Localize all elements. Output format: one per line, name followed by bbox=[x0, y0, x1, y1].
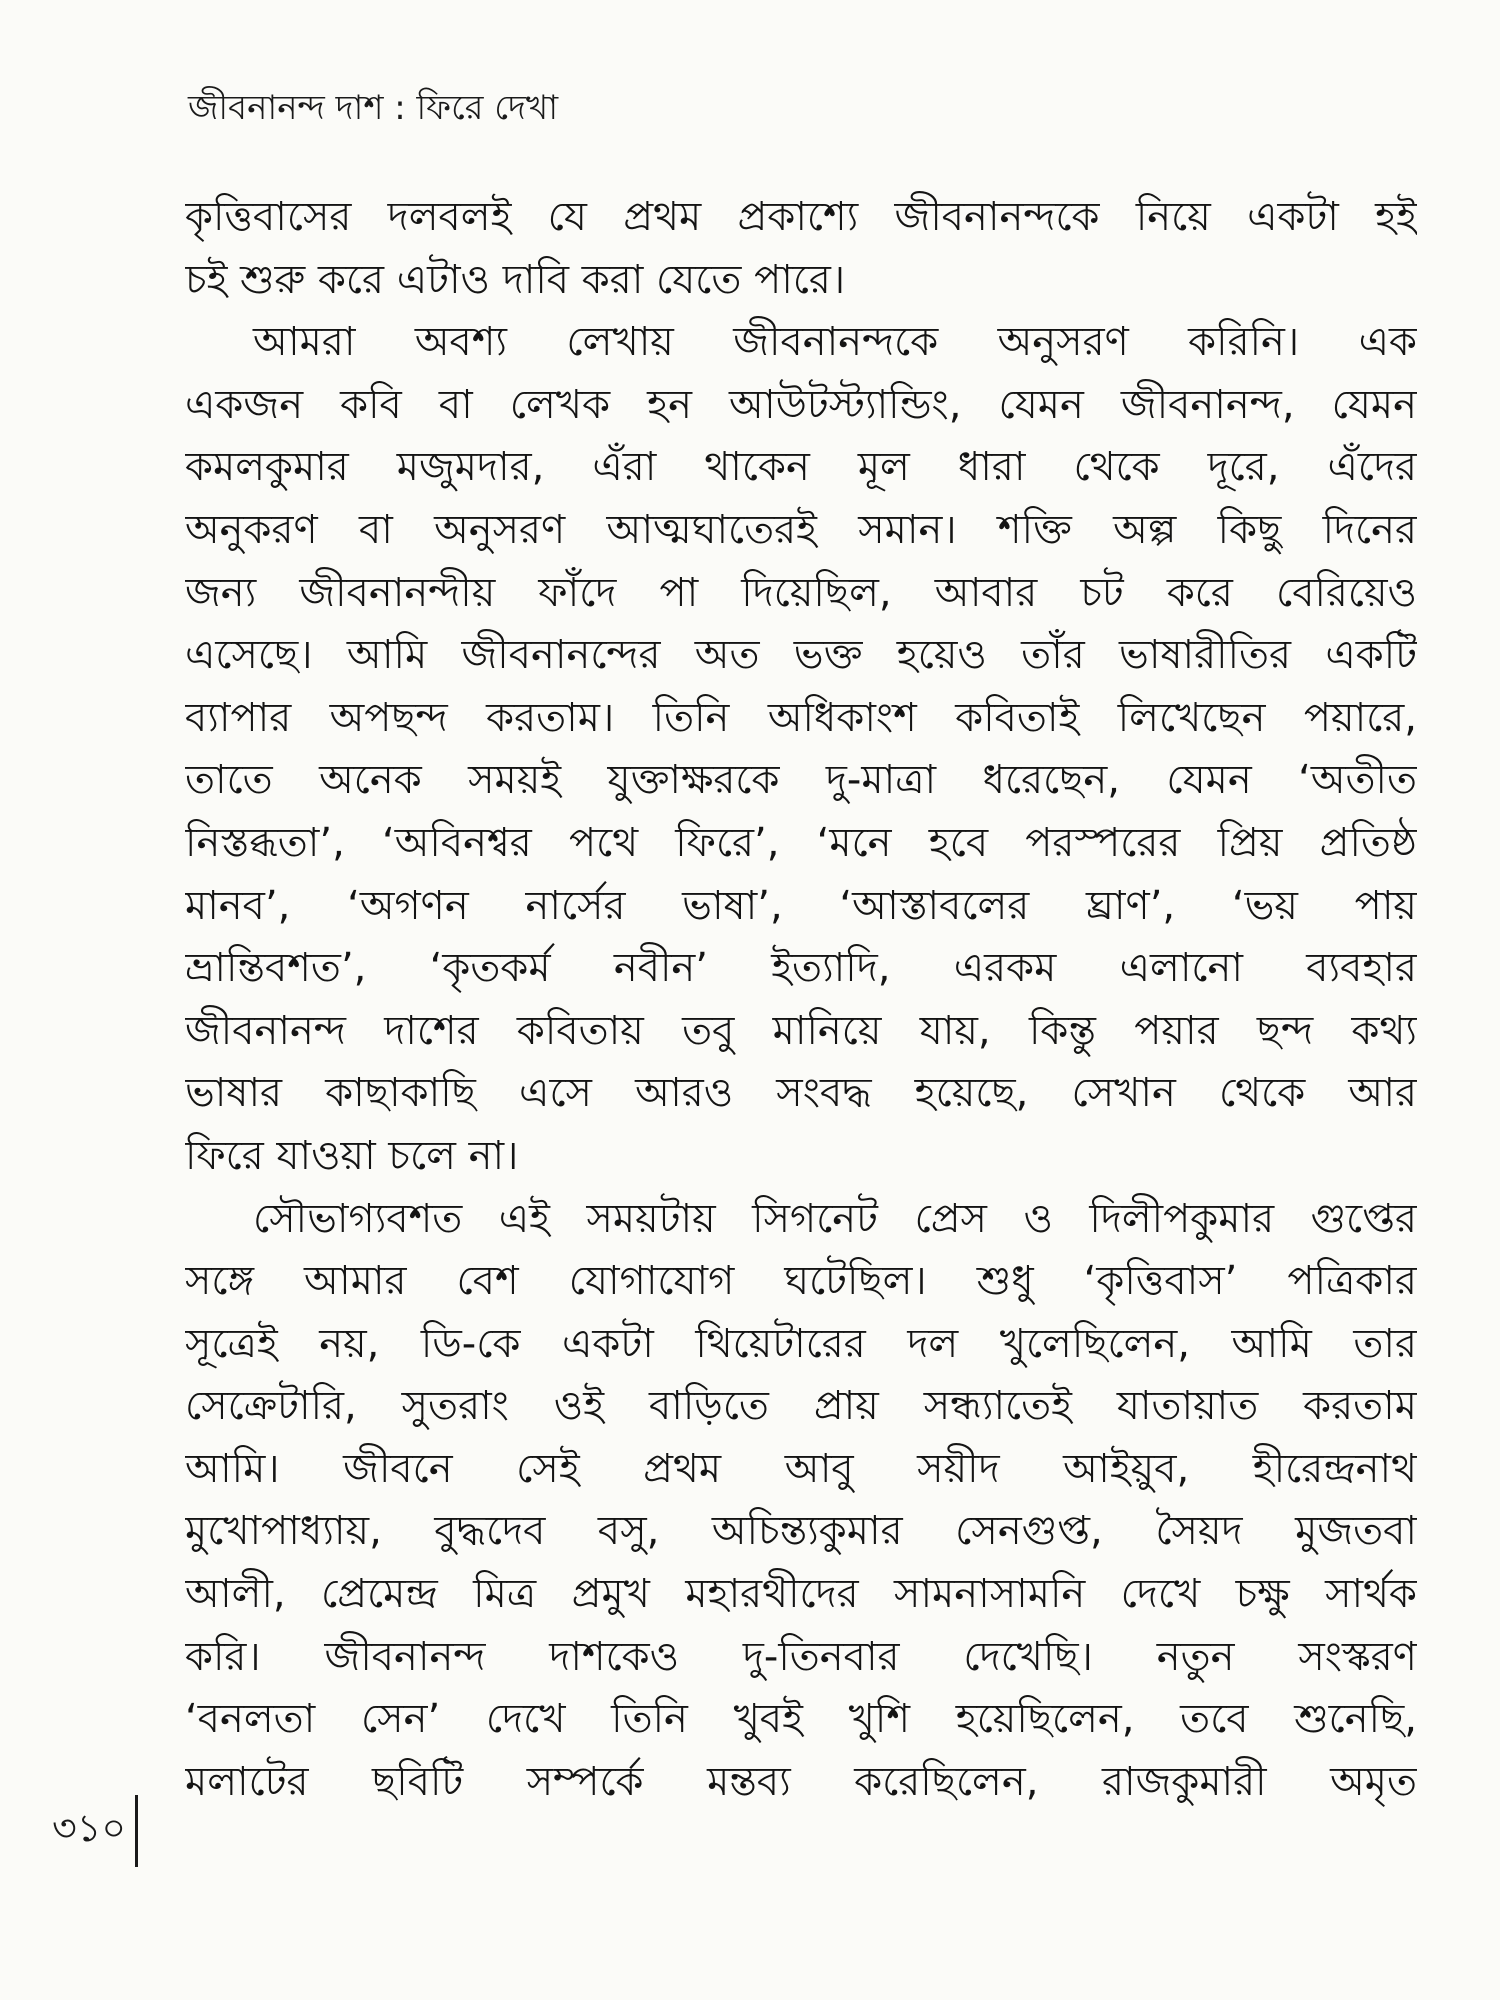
text-line: সৌভাগ্যবশত এই সময়টায় সিগনেট প্রেস ও দিলীপকুমার গুপ্তের bbox=[253, 1195, 1417, 1242]
text-line: সূত্রেই নয়, ডি-কে একটা থিয়েটারের দল খুলেছিলেন, আমি তার bbox=[185, 1320, 1417, 1367]
text-line: ভাষার কাছাকাছি এসে আরও সংবদ্ধ হয়েছে, সেখান থেকে আর bbox=[185, 1070, 1417, 1117]
body-text bbox=[185, 186, 1417, 1813]
text-line: তাতে অনেক সময়ই যুক্তাক্ষরকে দু-মাত্রা ধরেছেন, যেমন ‘অতীত bbox=[185, 757, 1417, 804]
text-line: ব্যাপার অপছন্দ করতাম। তিনি অধিকাংশ কবিতাই লিখেছেন পয়ারে, bbox=[185, 694, 1417, 741]
text-line: জন্য জীবনানন্দীয় ফাঁদে পা দিয়েছিল, আবার চট করে বেরিয়েও bbox=[185, 569, 1417, 616]
text-line: মানব’, ‘অগণন নার্সের ভাষা’, ‘আস্তাবলের ঘ্রাণ’, ‘ভয় পায় bbox=[185, 882, 1417, 929]
text-line: মলাটের ছবিটি সম্পর্কে মন্তব্য করেছিলেন, রাজকুমারী অমৃত bbox=[185, 1758, 1417, 1805]
text-line: এসেছে। আমি জীবনানন্দের অত ভক্ত হয়েও তাঁর ভাষারীতির একটি bbox=[185, 632, 1417, 679]
text-line: অনুকরণ বা অনুসরণ আত্মঘাতেরই সমান। শক্তি অল্প কিছু দিনের bbox=[185, 506, 1417, 553]
text-line: কৃত্তিবাসের দলবলই যে প্রথম প্রকাশ্যে জীবনানন্দকে নিয়ে একটা হই bbox=[185, 194, 1417, 240]
text-line: আলী, প্রেমেন্দ্র মিত্র প্রমুখ মহারথীদের সামনাসামনি দেখে চক্ষু সার্থক bbox=[185, 1571, 1417, 1618]
text-line: আমি। জীবনে সেই প্রথম আবু সয়ীদ আইয়ুব, হীরেন্দ্রনাথ bbox=[185, 1445, 1417, 1492]
text-line: সঙ্গে আমার বেশ যোগাযোগ ঘটেছিল। শুধু ‘কৃত্তিবাস’ পত্রিকার bbox=[185, 1258, 1417, 1305]
text-line: জীবনানন্দ দাশের কবিতায় তবু মানিয়ে যায়, কিন্তু পয়ার ছন্দ কথ্য bbox=[185, 1007, 1417, 1054]
text-line: একজন কবি বা লেখক হন আউটস্ট্যান্ডিং, যেমন জীবনানন্দ, যেমন bbox=[185, 381, 1417, 428]
text-line: করি। জীবনানন্দ দাশকেও দু-তিনবার দেখেছি। নতুন সংস্করণ bbox=[185, 1633, 1417, 1680]
running-head: জীবনানন্দ দাশ : ফিরে দেখা bbox=[188, 88, 559, 128]
text-line: ভ্রান্তিবশত’, ‘কৃতকর্ম নবীন’ ইত্যাদি, এরকম এলানো ব্যবহার bbox=[185, 945, 1417, 992]
text-line: মুখোপাধ্যায়, বুদ্ধদেব বসু, অচিন্ত্যকুমার সেনগুপ্ত, সৈয়দ মুজতবা bbox=[185, 1508, 1417, 1555]
text-line: ফিরে যাওয়া চলে না। bbox=[185, 1132, 519, 1179]
folio-divider bbox=[135, 1795, 138, 1867]
text-line: নিস্তব্ধতা’, ‘অবিনশ্বর পথে ফিরে’, ‘মনে হবে পরস্পরের প্রিয় প্রতিষ্ঠ bbox=[185, 819, 1417, 866]
text-line: চই শুরু করে এটাও দাবি করা যেতে পারে। bbox=[185, 256, 846, 303]
text-line: কমলকুমার মজুমদার, এঁরা থাকেন মূল ধারা থেকে দূরে, এঁদের bbox=[185, 444, 1417, 491]
text-line: ‘বনলতা সেন’ দেখে তিনি খুবই খুশি হয়েছিলেন, তবে শুনেছি, bbox=[185, 1696, 1417, 1743]
page-number: ৩১০ bbox=[52, 1806, 127, 1850]
text-line: সেক্রেটারি, সুতরাং ওই বাড়িতে প্রায় সন্ধ্যাতেই যাতায়াত করতাম bbox=[185, 1383, 1417, 1430]
text-line: আমরা অবশ্য লেখায় জীবনানন্দকে অনুসরণ করিনি। এক bbox=[253, 319, 1417, 366]
